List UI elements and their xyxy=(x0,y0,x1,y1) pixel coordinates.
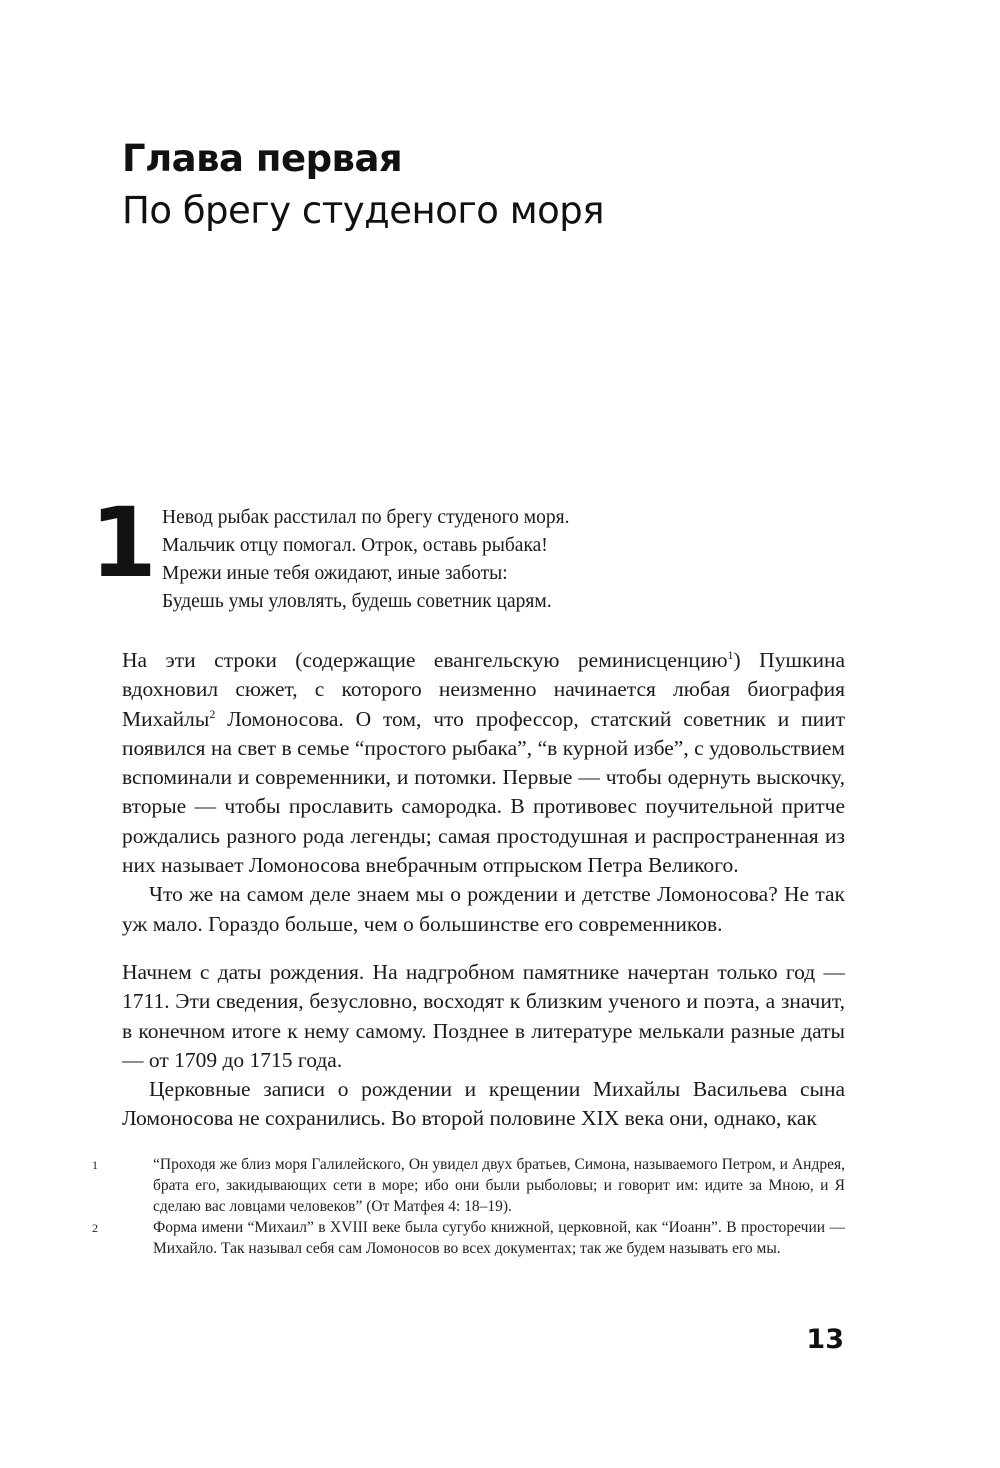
epigraph-line: Мальчик отцу помогал. Отрок, оставь рыбака! xyxy=(162,535,548,556)
chapter-heading xyxy=(122,133,882,237)
footnote-number: 1 xyxy=(92,1158,98,1172)
chapter-title: По брегу студеного моря xyxy=(122,189,604,232)
footnote-ref-1[interactable]: 1 xyxy=(727,647,734,662)
paragraph xyxy=(122,646,845,880)
paragraph-text: ) Пушкина вдохновил сюжет, с которого неизменно начинается любая биография Михайлы xyxy=(122,648,845,731)
section-number: 1 xyxy=(90,487,157,599)
epigraph xyxy=(162,504,802,616)
footnote-ref-2[interactable]: 2 xyxy=(209,706,216,721)
paragraph-text: Ломоносова. О том, что профессор, статский советник и пиит появился на свет в семье “простого рыбака”, “в курной избе”, с удовольствием вспоминали и современники, и потомки. Первые — чтобы одернуть выскочку, вторые — чтобы прославить самородка. В противовес поучительной притче рождались разного рода легенды; самая простодушная и распространенная из них называет Ломоносова внебрачным отпрыском Петра Великого. xyxy=(122,706,845,878)
page-number: 13 xyxy=(806,1324,844,1355)
footnote-2 xyxy=(92,1217,845,1259)
chapter-label: Глава первая xyxy=(122,137,403,180)
paragraph: Начнем с даты рождения. На надгробном памятнике начертан только год — 1711. Эти сведения, безусловно, восходят к близким ученого и поэта, а значит, в конечном итоге к нему самому. Позднее в литературе мелькали разные даты — от 1709 до 1715 года. xyxy=(122,960,845,1072)
paragraph: Церковные записи о рождении и крещении Михайлы Васильева сына Ломоносова не сохранились. Во второй половине XIX века они, однако, как xyxy=(122,1077,845,1131)
text-block-intro xyxy=(122,646,845,939)
footnote-number: 2 xyxy=(92,1221,98,1235)
epigraph-line: Будешь умы уловлять, будешь советник царям. xyxy=(162,591,552,612)
footnotes xyxy=(92,1154,845,1259)
footnote-1 xyxy=(92,1154,845,1217)
footnote-text: Форма имени “Михаил” в XVIII веке была сугубо книжной, церковной, как “Иоанн”. В просторечии — Михайло. Так называл себя сам Ломоносов во всех документах; так же будем называть его мы. xyxy=(153,1219,845,1257)
epigraph-line: Невод рыбак расстилал по брегу студеного моря. xyxy=(162,507,570,528)
text-block-birth xyxy=(122,958,845,1134)
epigraph-line: Мрежи иные тебя ожидают, иные заботы: xyxy=(162,563,508,584)
footnote-text: “Проходя же близ моря Галилейского, Он увидел двух братьев, Симона, называемого Петром, и Андрея, брата его, закидывающих сети в море; ибо они были рыболовы; и говорит им: идите за Мною, и Я сделаю вас ловцами человеков” (От Матфея 4: 18–19). xyxy=(153,1156,845,1215)
paragraph: Что же на самом деле знаем мы о рождении и детстве Ломоносова? Не так уж мало. Гораздо больше, чем о большинстве его современников. xyxy=(122,882,845,936)
paragraph-text: На эти строки (содержащие евангельскую реминисценцию xyxy=(122,648,728,672)
